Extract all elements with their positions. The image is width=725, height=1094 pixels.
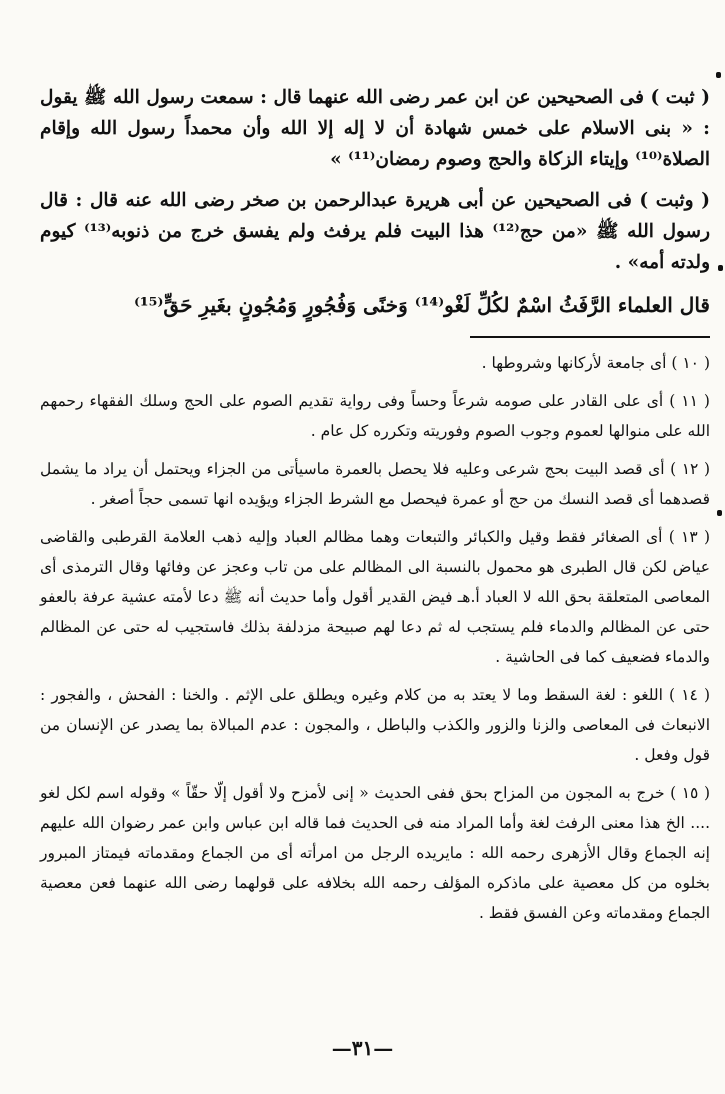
scan-mark [718, 265, 723, 271]
scan-mark [716, 72, 721, 78]
footnote-11: ( ١١ ) أى على القادر على صومه شرعاً وحساً وفى رواية تقديم الصوم على الحج وسلك الفقهاء رحمهم الله على منوالها لعموم وجوب الصوم وفوريته وتكرره كل عام . [40, 392, 710, 440]
main-text [40, 82, 710, 322]
hadith-paragraph-2: ( وثبت ) فى الصحيحين عن أبى هريرة عبدالرحمن بن صخر رضى الله عنه قال : قال رسول الله ﷺ «من حج⁽¹²⁾ هذا البيت فلم يرفث ولم يفسق خرج من ذنوبه⁽¹³⁾ كيوم ولدته أمه» . [40, 190, 710, 273]
footnote-10: ( ١٠ ) أى جامعة لأركانها وشروطها . [481, 354, 710, 372]
page-number: —٣١— [331, 1036, 394, 1060]
hadith-paragraph-1: ( ثبت ) فى الصحيحين عن ابن عمر رضى الله عنهما قال : سمعت رسول الله ﷺ يقول : « بنى الاسلام على خمس شهادة أن لا إله إلا الله وأن محمداً رسول الله وإقام الصلاة⁽¹⁰⁾ وإيتاء الزكاة والحج وصوم رمضان⁽¹¹⁾ » [40, 87, 710, 170]
footnote-15: ( ١٥ ) خرج به المجون من المزاح بحق ففى الحديث « إنى لأمزح ولا أقول إلّا حقّاً » وقوله اسم لكل لغو .... الخ هذا معنى الرفث لغة وأما المراد منه فى الحديث فما قاله ابن عباس وابن عمر رضوان الله عليهم إنه الجماع وقال الأزهرى رحمه الله : مايريده الرجل من امرأته أى من الجماع ومقدماته فيمتاز المبرور بخلوه من كل معصية على ماذكره المؤلف رحمه الله بخلافه على قولهما رضى الله عنهما فعن معصية الجماع ومقدماته وعن الفسق فقط . [40, 784, 710, 922]
footnote-13: ( ١٣ ) أى الصغائر فقط وقيل والكبائر والتبعات وهما مظالم العباد وإليه ذهب العلامة القرطبى والقاضى عياض لكن قال الطبرى هو محمول بالنسبة الى المظالم على من تاب وعجز عن وفائها وقال الترمذى أى المعاصى المتعلقة بحق الله لا العباد أ.هـ فيض القدير أقول وأما حديث أنه ﷺ دعا لأمته عشية عرفة بالعفو حتى عن المظالم والدماء فلم يستجب له ثم دعا لهم صبيحة مزدلفة بذلك فاستجيب له حتى عن المظالم والدماء فضعيف كما فى الحاشية . [40, 528, 710, 666]
footnote-separator [470, 336, 710, 338]
scholars-statement: قال العلماء الرَّفَثُ اسْمٌ لكُلِّ لَغْو⁽¹⁴⁾ وَخنًى وَفُجُورٍ وَمُجُونٍ بغَيرِ حَقٍّ⁽¹⁵⁾ [133, 293, 710, 317]
page-body [40, 82, 710, 936]
footnote-12: ( ١٢ ) أى قصد البيت بحج شرعى وعليه فلا يحصل بالعمرة ماسيأتى من الجزاء ويحتمل أن يراد ما يشمل قصدهما أى قصد النسك من حج أو عمرة فيحصل مع الشرط الجزاء ويؤيده انها تسمى حجاً أصغر . [40, 460, 710, 508]
scan-mark [717, 510, 722, 516]
footnotes [40, 348, 710, 928]
footnote-14: ( ١٤ ) اللغو : لغة السقط وما لا يعتد به من كلام وغيره ويطلق على الإثم . والخنا : الفحش ، والفجور : الانبعاث فى المعاصى والزنا والزور والكذب والباطل ، والمجون : عدم المبالاة بما يصدر عن الإنسان من قول وفعل . [40, 686, 710, 764]
